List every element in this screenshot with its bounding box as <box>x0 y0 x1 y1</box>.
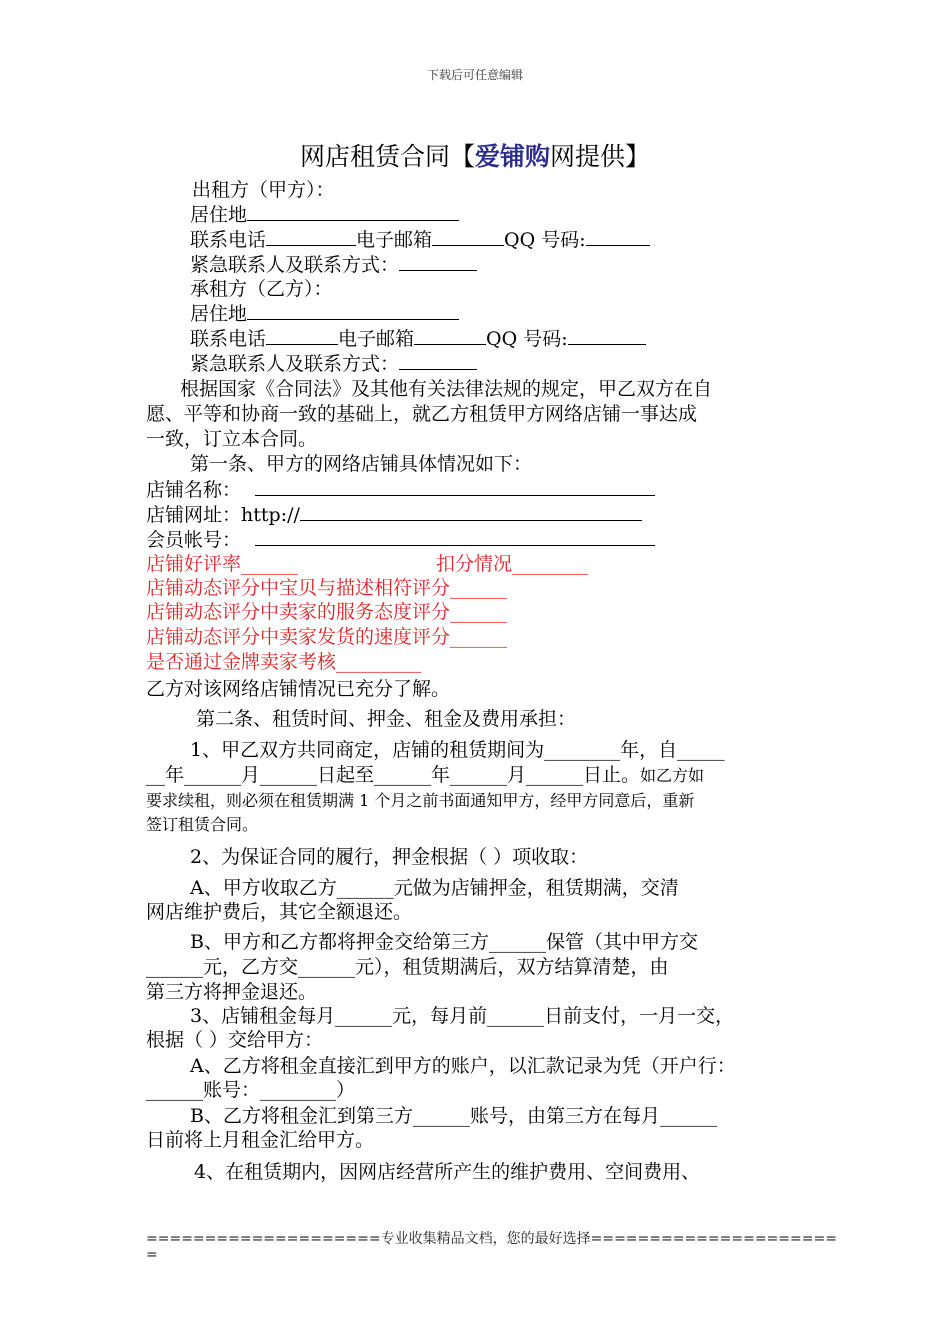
shop-name-row <box>146 477 655 502</box>
party-b-residence-blank <box>247 301 459 320</box>
article1-heading: 第一条、甲方的网络店铺具体情况如下： <box>190 453 533 475</box>
shop-url-label: 店铺网址：http:// <box>146 504 300 526</box>
term-line-2 <box>146 763 704 788</box>
party-a-phone-blank <box>266 227 356 246</box>
party-b-emergency-blank <box>399 351 477 370</box>
party-b-email-blank <box>414 326 486 345</box>
party-a-contact-row <box>190 227 650 252</box>
party-a-residence-label: 居住地 <box>190 204 248 226</box>
title-suffix: 网提供】 <box>550 142 651 171</box>
party-a-emergency-label: 紧急联系人及联系方式： <box>190 254 400 276</box>
party-b-residence-label: 居住地 <box>190 303 248 325</box>
shop-url-blank <box>300 502 642 521</box>
rent-a-line-1: A、乙方将租金直接汇到甲方的账户，以汇款记录为凭（开户行： <box>190 1055 736 1077</box>
preamble-line-2: 愿、平等和协商一致的基础上，就乙方租赁甲方网络店铺一事达成 <box>146 403 698 425</box>
preamble-line-3: 一致，订立本合同。 <box>146 428 318 450</box>
party-a-qq-blank <box>586 227 650 246</box>
party-b-residence-row <box>190 301 459 326</box>
deposit-a-line-2: 网店维护费后，其它全额退还。 <box>146 901 413 923</box>
rent-b-line-2: 日前将上月租金汇给甲方。 <box>146 1129 375 1151</box>
party-b-emergency-row <box>190 351 477 376</box>
party-b-email-label: 电子邮箱 <box>338 328 415 350</box>
term-line-1: 1、甲乙双方共同商定，店铺的租赁期间为________年，自_____ <box>190 739 725 761</box>
party-b-heading: 承租方（乙方）： <box>190 278 333 300</box>
deposit-a-line-1: A、甲方收取乙方______元做为店铺押金，租赁期满，交清 <box>190 877 679 899</box>
rent-b-line-1: B、乙方将租金汇到第三方______账号，由第三方在每月______ <box>190 1105 717 1127</box>
member-account-blank <box>255 527 655 546</box>
term-line-3: 要求续租，则必须在租赁期满 1 个月之前书面通知甲方，经甲方同意后，重新 <box>146 791 695 810</box>
gold-seller: 是否通过金牌卖家考核_________ <box>146 651 422 673</box>
article2-heading: 第二条、租赁时间、押金、租金及费用承担： <box>196 708 577 730</box>
deposit-b-line-2: ______元，乙方交______元），租赁期满后，双方结算清楚，由 <box>146 956 669 978</box>
party-a-emergency-row <box>190 252 477 277</box>
shop-name-label: 店铺名称： <box>146 479 242 501</box>
rent-line-2: 根据（ ）交给甲方： <box>146 1029 324 1051</box>
footer-line-1: ====================专业收集精品文档，您的最好选择===================== <box>146 1231 837 1247</box>
shop-name-blank <box>255 477 655 496</box>
title-brand: 爱铺购 <box>474 142 550 171</box>
party-b-contact-row <box>190 326 646 351</box>
deposit-b-line-1: B、甲方和乙方都将押金交给第三方______保管（其中甲方交 <box>190 931 698 953</box>
party-a-qq-label: QQ 号码: <box>504 229 586 251</box>
preamble-line-1: 根据国家《合同法》及其他有关法律法规的规定，甲乙双方在自 <box>180 378 713 400</box>
party-b-phone-blank <box>266 326 338 345</box>
term-line-2-dates: __年______月______日起至______年______月______日止。 <box>146 764 641 786</box>
party-a-emergency-blank <box>399 252 477 271</box>
header-note: 下载后可任意编辑 <box>426 68 523 82</box>
party-a-phone-label: 联系电话 <box>190 229 267 251</box>
dsr-shipping: 店铺动态评分中卖家发货的速度评分______ <box>146 626 508 648</box>
party-b-emergency-label: 紧急联系人及联系方式： <box>190 353 400 375</box>
dsr-service: 店铺动态评分中卖家的服务态度评分______ <box>146 601 508 623</box>
party-a-email-blank <box>432 227 504 246</box>
deposit-b-line-3: 第三方将押金退还。 <box>146 981 318 1003</box>
term-line-4: 签订租赁合同。 <box>146 815 259 834</box>
good-rate: 店铺好评率______ <box>146 553 299 575</box>
party-b-qq-label: QQ 号码: <box>486 328 568 350</box>
rent-line-1: 3、店铺租金每月______元，每月前______日前支付，一月一交， <box>190 1005 735 1027</box>
member-account-row <box>146 527 655 552</box>
document-title <box>0 137 950 173</box>
acknowledge: 乙方对该网络店铺情况已充分了解。 <box>146 678 451 700</box>
shop-url-row <box>146 502 642 527</box>
party-a-residence-blank <box>247 202 459 221</box>
party-b-qq-blank <box>568 326 646 345</box>
fees-line-1: 4、在租赁期内，因网店经营所产生的维护费用、空间费用、 <box>194 1161 701 1183</box>
footer-line-2: = <box>146 1247 158 1263</box>
member-account-label: 会员帐号： <box>146 529 242 551</box>
party-a-residence-row <box>190 202 459 227</box>
party-a-email-label: 电子邮箱 <box>356 229 433 251</box>
title-prefix: 网店租赁合同【 <box>299 142 475 171</box>
deductions: 扣分情况________ <box>436 553 589 575</box>
deposit-heading: 2、为保证合同的履行，押金根据（ ）项收取： <box>190 846 589 868</box>
party-a-heading: 出租方（甲方）： <box>192 179 335 201</box>
term-line-2-renewal: 如乙方如 <box>640 766 705 785</box>
rent-a-line-2: ______账号：________） <box>146 1079 356 1101</box>
dsr-description: 店铺动态评分中宝贝与描述相符评分______ <box>146 577 508 599</box>
party-b-phone-label: 联系电话 <box>190 328 267 350</box>
